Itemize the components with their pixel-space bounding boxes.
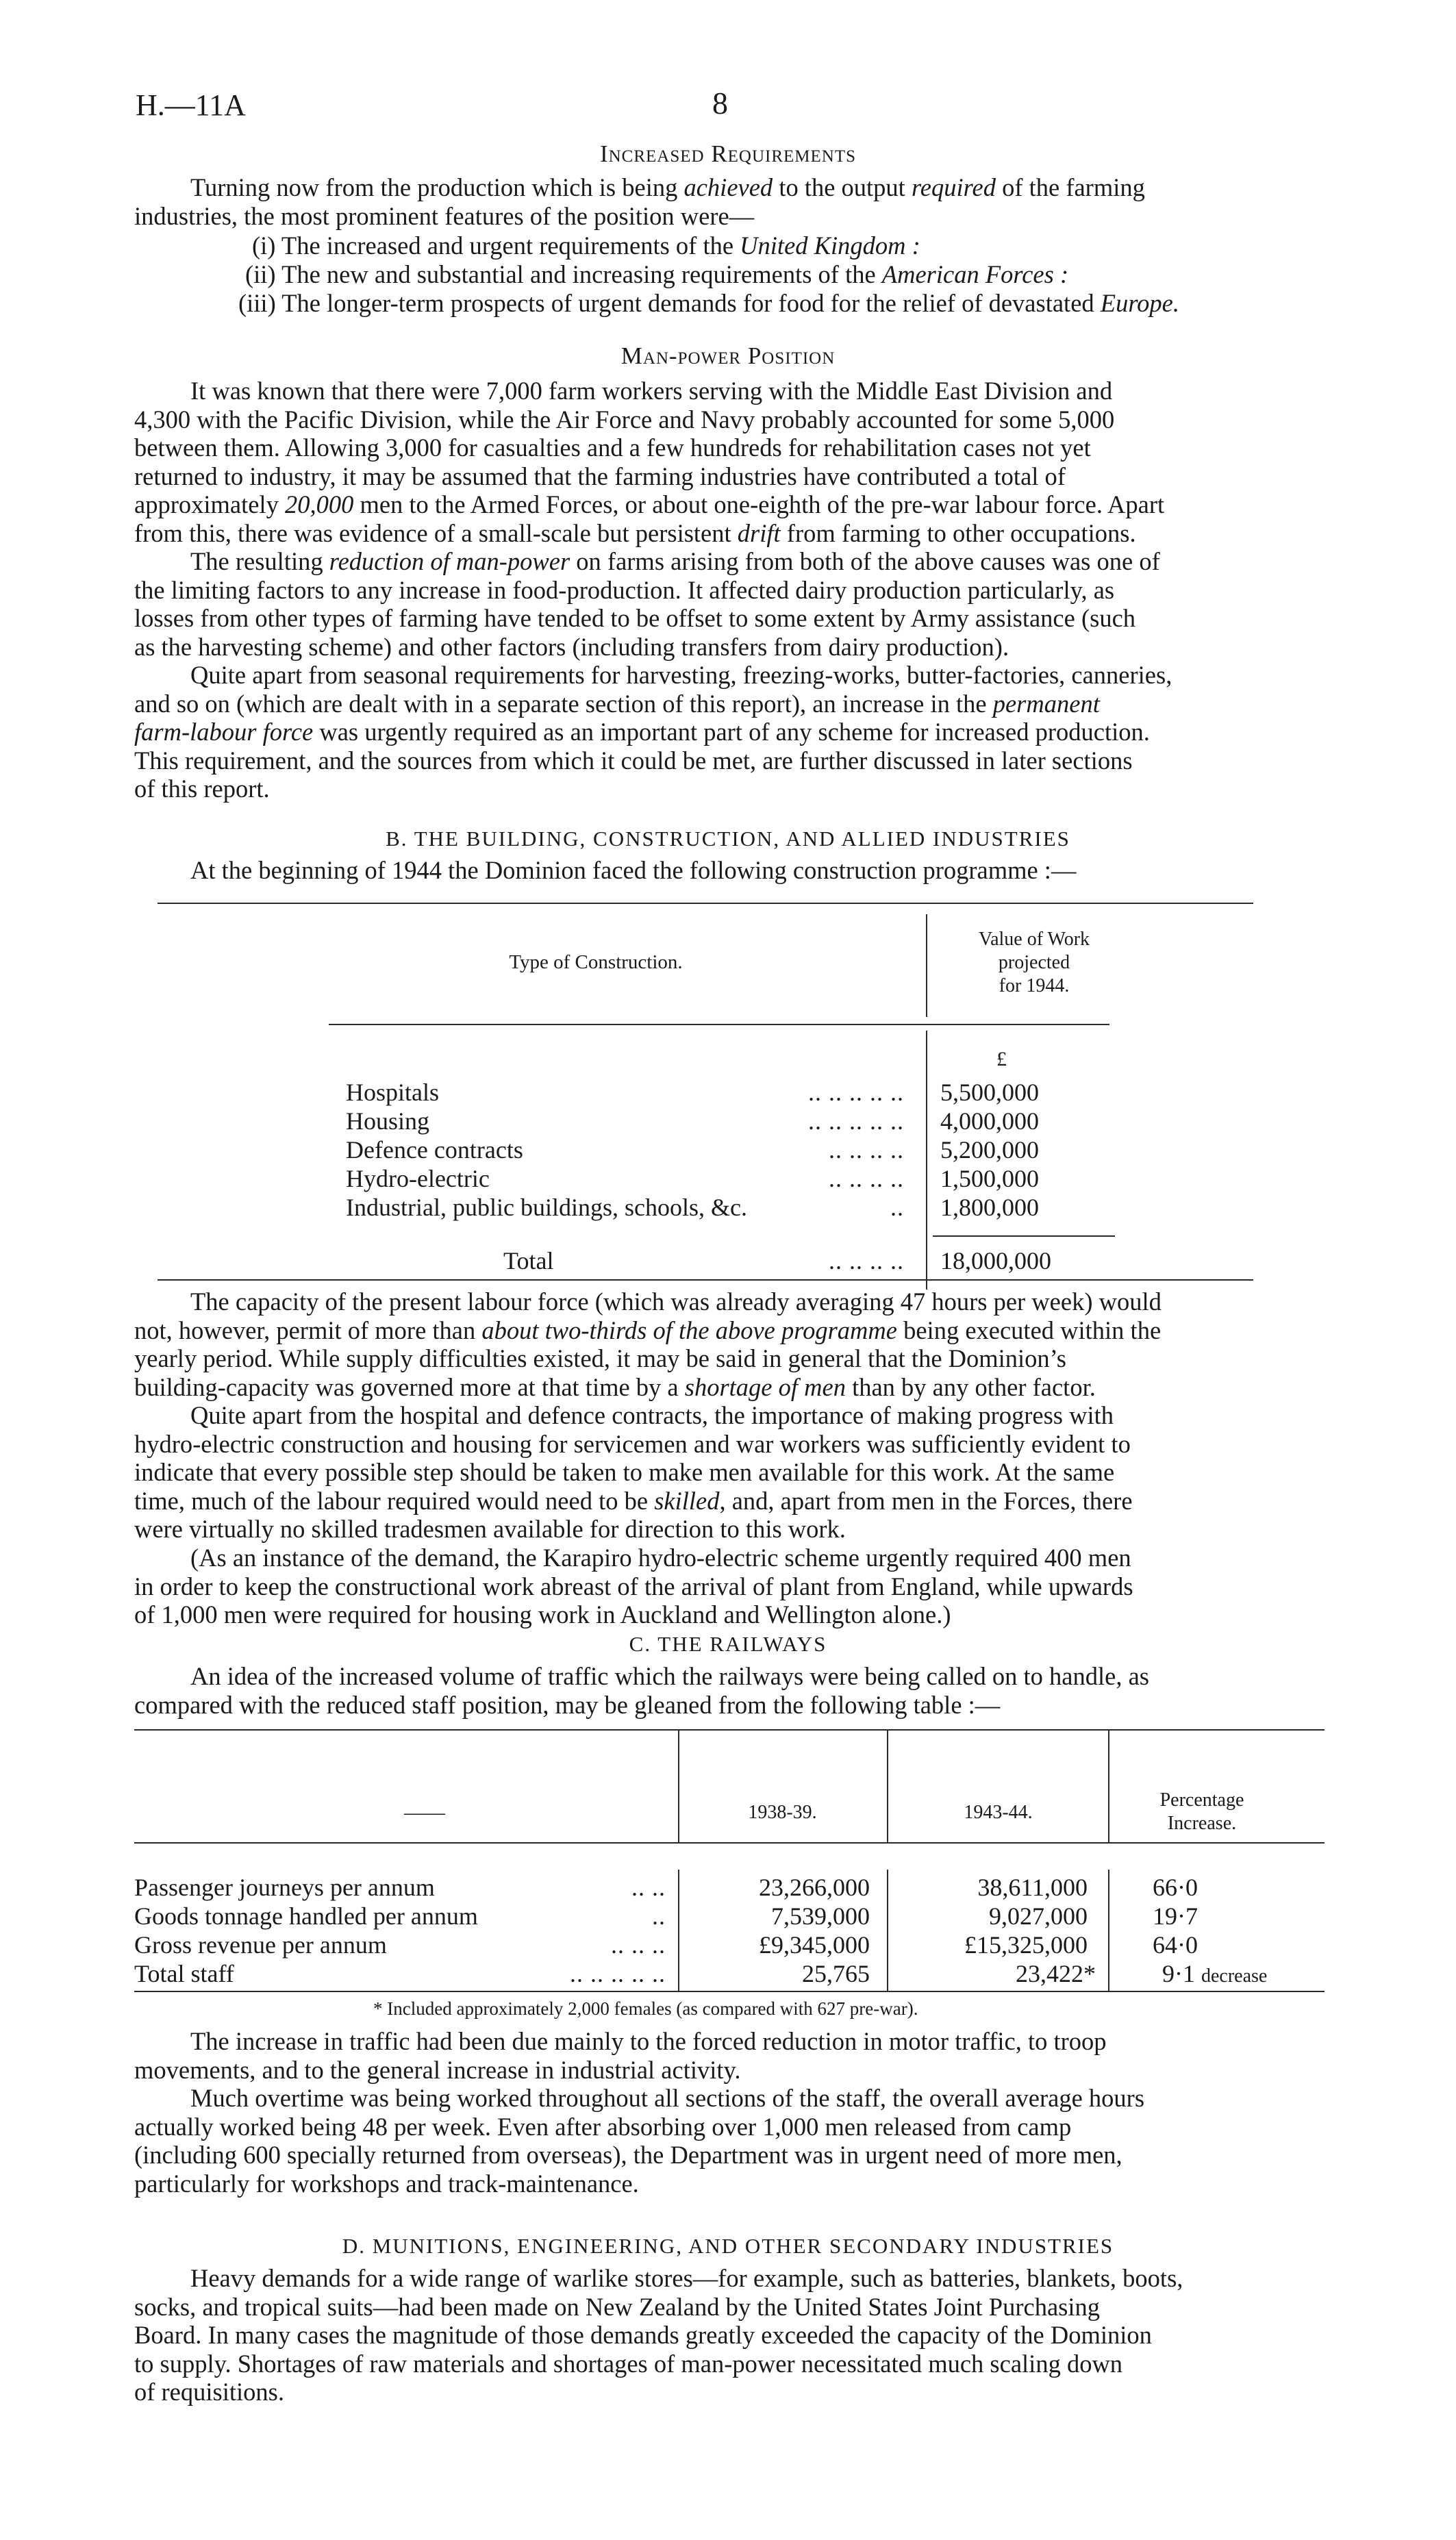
document-page: H.—11A 8 Increased Requirements Turning now from the production which is being achieved to the output required of the farming industries, the most prominent features of the position were— (i) The increased and urgent requirements of the United Kingdom : (ii) The new and substantial and increasing requirements of the American Forces : (iii) The longer-term prospects of urgent demands for food for the relief of devastated Europe. Man-power Position It was known that there were 7,000 farm workers serving with the Middle East Division and 4,300 with the Pacific Division, while the Air Force and Navy probably accounted for some 5,000 between them. Allowing 3,000 for casualties and a few hundreds for rehabilitation cases not yet returned to industry, it may be assumed that the farming industries have contributed a total of approximately 20,000 men to the Armed Forces, or about one-eighth of the pre-war labour force. Apart from this, there was evidence of a small-scale but persistent drift from farming to other occupations. The resulting reduction of man-power on farms arising from both of the above causes was one of the limiting factors to any increase in food-production. It affected dairy production particularly, as losses from other types of farming have tended to be offset to some extent by Army assistance (such as the harvesting scheme) and other factors (including transfers from dairy production). Quite apart from seasonal requirements for harvesting, freezing-works, butter-factories, canneries, and so on (which are dealt with in a separate section of this report), an increase in the permanent farm-labour force was urgently required as an important part of any scheme for increased production. This requirement, and the sources from which it could be met, are further discussed in later sections of this report. B. THE BUILDING, CONSTRUCTION, AND ALLIED INDUSTRIES At the beginning of 1944 the Dominion faced the following construction programme :— Type of Construction. Value of Work projected for 1944. £ Hospitals .. .. .. .. .. 5,500,000 Housing .. .. .. .. .. 4,000,000 Defence contracts .. .. .. .. 5,200,000 Hydro-electric .. .. .. .. 1,500,000 Industrial, public buildings, schools, &c. .. 1,800,000 Total .. .. .. .. 18,000,000 The capacity of the present labour force (which was already averaging 47 hours per week) would not, however, permit of more than about two-thirds of the above programme being executed within the yearly period. While supply difficulties existed, it may be said in general that the Dominion’s building-capacity was governed more at that time by a shortage of men than by any other factor. Quite apart from the hospital and defence contracts, the importance of making progress with hydro-electric construction and housing for servicemen and war workers was sufficiently evident to indicate that every possible step should be taken to make men available for this work. At the same time, much of the labour required would need to be skilled, and, apart from men in the Forces, there were virtually no skilled tradesmen available for direction to this work. (As an instance of the demand, the Karapiro hydro-electric scheme urgently required 400 men in order to keep the constructional work abreast of the arrival of plant from England, while upwards of 1,000 men were required for housing work in Auckland and Wellington alone.) C. THE RAILWAYS An idea of the increased volume of traffic which the railways were being called on to handle, as compared with the reduced staff position, may be gleaned from the following table :— —— 1938-39. 1943-44. Percentage Increase. Passenger journeys per annum .. .. 23,266,000 38,611,000 66·0 Goods tonnage handled per annum .. 7,539,000 9,027,000 19·7 Gross revenue per annum .. .. .. £9,345,000 £15,325,000 64·0 Total staff .. .. .. .. .. 25,765 23,422* 9·1 decrease * Included approximately 2,000 females (as compared with 627 pre-war). The increase in traffic had been due mainly to the forced reduction in motor traffic, to troop movements, and to the general increase in industrial activity. Much overtime was being worked throughout all sections of the staff, the overall average hours actually worked being 48 per week. Even after absorbing over 1,000 men released from camp (including 600 specially returned from overseas), the Department was in urgent need of more men, particularly for workshops and track-maintenance. D. MUNITIONS, ENGINEERING, AND OTHER SECONDARY INDUSTRIES Heavy demands for a wide range of warlike stores—for example, such as batteries, blankets, boots, socks, and tropical suits—had been made on New Zealand by the United States Joint Purchasing Board. In many cases the magnitude of those demands greatly exceeded the capacity of the Dominion to supply. Shortages of raw materials and shortages of man-power necessitated much scaling down of requisitions. — [0, 0, 1456, 2540]
section-heading-increased-requirements: Increased Requirements — [599, 140, 857, 167]
railways-table-bottom-rule — [134, 1991, 1325, 1992]
list-item-1: (i) The increased and urgent requirements of the United Kingdom : — [252, 231, 920, 260]
paragraph-railways-intro: An idea of the increased volume of traffic which the railways were being called on to handle, as compared with the reduced staff position, may be gleaned from the following table :— — [134, 1662, 1149, 1719]
table-header-divider — [926, 914, 927, 1017]
railways-table-top-rule — [134, 1729, 1325, 1731]
table-bottom-rule — [158, 1279, 1253, 1281]
paragraph-building-2: Quite apart from the hospital and defence contracts, the importance of making progress with hydro-electric construction and housing for servicemen and war workers was sufficiently evident to indicate that every possible step should be taken to make men available for this work. At the same time, much of the labour required would need to be skilled, and, apart from men in the Forces, there were virtually no skilled tradesmen available for direction to this work. — [134, 1401, 1133, 1543]
running-header-code: H.—11A — [136, 88, 246, 122]
column-header-type: Type of Construction. — [509, 951, 683, 973]
paragraph-building-1: The capacity of the present labour force (which was already averaging 47 hours per week) would not, however, permit of more than about two-thirds of the above programme being executed within the yearly period. While supply difficulties existed, it may be said in general that the Dominion’s building-capacity was governed more at that time by a shortage of men than by any other factor. — [134, 1287, 1162, 1401]
total-rule — [933, 1235, 1115, 1237]
railways-col-divider — [678, 1729, 679, 1843]
railways-col-divider — [887, 1870, 888, 1991]
paragraph-munitions-1: Heavy demands for a wide range of warlike stores—for example, such as batteries, blankets, boots, socks, and tropical suits—had been made on New Zealand by the United States Joint Purchasing Board. In many cases the magnitude of those demands greatly exceeded the capacity of the Dominion to supply. Shortages of raw materials and shortages of man-power necessitated much scaling down of requisitions. — [134, 2264, 1183, 2406]
total-staff-percentage: 9·1 decrease — [1162, 1960, 1268, 1987]
paragraph-railways-1: The increase in traffic had been due mainly to the forced reduction in motor traffic, to troop movements, and to the general increase in industrial activity. — [134, 2027, 1107, 2084]
paragraph-building-3: (As an instance of the demand, the Karapiro hydro-electric scheme urgently required 400 men in order to keep the constructional work abreast of the arrival of plant from England, while upwards of 1,000 men were required for housing work in Auckland and Wellington alone.) — [134, 1544, 1133, 1629]
section-heading-manpower: Man-power Position — [620, 342, 836, 369]
railways-header-1943: 1943-44. — [964, 1802, 1033, 1823]
paragraph-building-intro: At the beginning of 1944 the Dominion faced the following construction programme :— — [190, 856, 1077, 884]
list-item-3: (iii) The longer-term prospects of urgent demands for food for the relief of devastated Europe. — [238, 289, 1180, 317]
list-item-2: (ii) The new and substantial and increasing requirements of the American Forces : — [245, 260, 1069, 288]
paragraph-manpower-1: It was known that there were 7,000 farm workers serving with the Middle East Division and 4,300 with the Pacific Division, while the Air Force and Navy probably accounted for some 5,000 between them. Allowing 3,000 for casualties and a few hundreds for rehabilitation cases not yet returned to industry, it may be assumed that the farming industries have contributed a total of approximately 20,000 men to the Armed Forces, or about one-eighth of the pre-war labour force. Apart from this, there was evidence of a small-scale but persistent drift from farming to other occupations. — [134, 377, 1165, 547]
section-heading-munitions: D. MUNITIONS, ENGINEERING, AND OTHER SECONDARY INDUSTRIES — [342, 2234, 1114, 2258]
railways-col-divider — [1108, 1870, 1109, 1991]
paragraph-increased-requirements-intro: Turning now from the production which is being achieved to the output required of the farming industries, the most prominent features of the position were— — [134, 173, 1145, 230]
railways-header-rule — [134, 1842, 1325, 1844]
paragraph-railways-2: Much overtime was being worked throughout all sections of the staff, the overall average hours actually worked being 48 per week. Even after absorbing over 1,000 men released from camp (including 600 specially returned from overseas), the Department was in urgent need of more men, particularly for workshops and track-maintenance. — [134, 2084, 1145, 2198]
railways-col-divider — [678, 1870, 679, 1991]
railways-header-percentage: Percentage Increase. — [1159, 1789, 1244, 1834]
railways-col-divider — [887, 1729, 888, 1843]
railways-header-blank: —— — [404, 1801, 445, 1824]
table-body-divider — [926, 1031, 927, 1290]
section-heading-building: B. THE BUILDING, CONSTRUCTION, AND ALLIED INDUSTRIES — [386, 827, 1070, 851]
section-heading-railways: C. THE RAILWAYS — [629, 1632, 827, 1656]
paragraph-manpower-3: Quite apart from seasonal requirements for harvesting, freezing-works, butter-factories, canneries, and so on (which are dealt with in a separate section of this report), an increase in the permanent farm-labour force was urgently required as an important part of any scheme for increased production. This requirement, and the sources from which it could be met, are further discussed in later sections of this report. — [134, 661, 1172, 803]
paragraph-manpower-2: The resulting reduction of man-power on farms arising from both of the above causes was one of the limiting factors to any increase in food-production. It affected dairy production particularly, as losses from other types of farming have tended to be offset to some extent by Army assistance (such as the harvesting scheme) and other factors (including transfers from dairy production). — [134, 547, 1160, 661]
table-footnote: * Included approximately 2,000 females (as compared with 627 pre-war). — [373, 1998, 918, 2019]
railways-header-1938: 1938-39. — [748, 1802, 817, 1823]
column-header-value: Value of Work projected for 1944. — [978, 929, 1090, 996]
railways-col-divider — [1108, 1729, 1109, 1843]
page-number: 8 — [712, 86, 728, 121]
table-header-rule — [329, 1024, 1109, 1025]
currency-unit: £ — [996, 1048, 1007, 1070]
table-top-rule — [158, 903, 1253, 904]
